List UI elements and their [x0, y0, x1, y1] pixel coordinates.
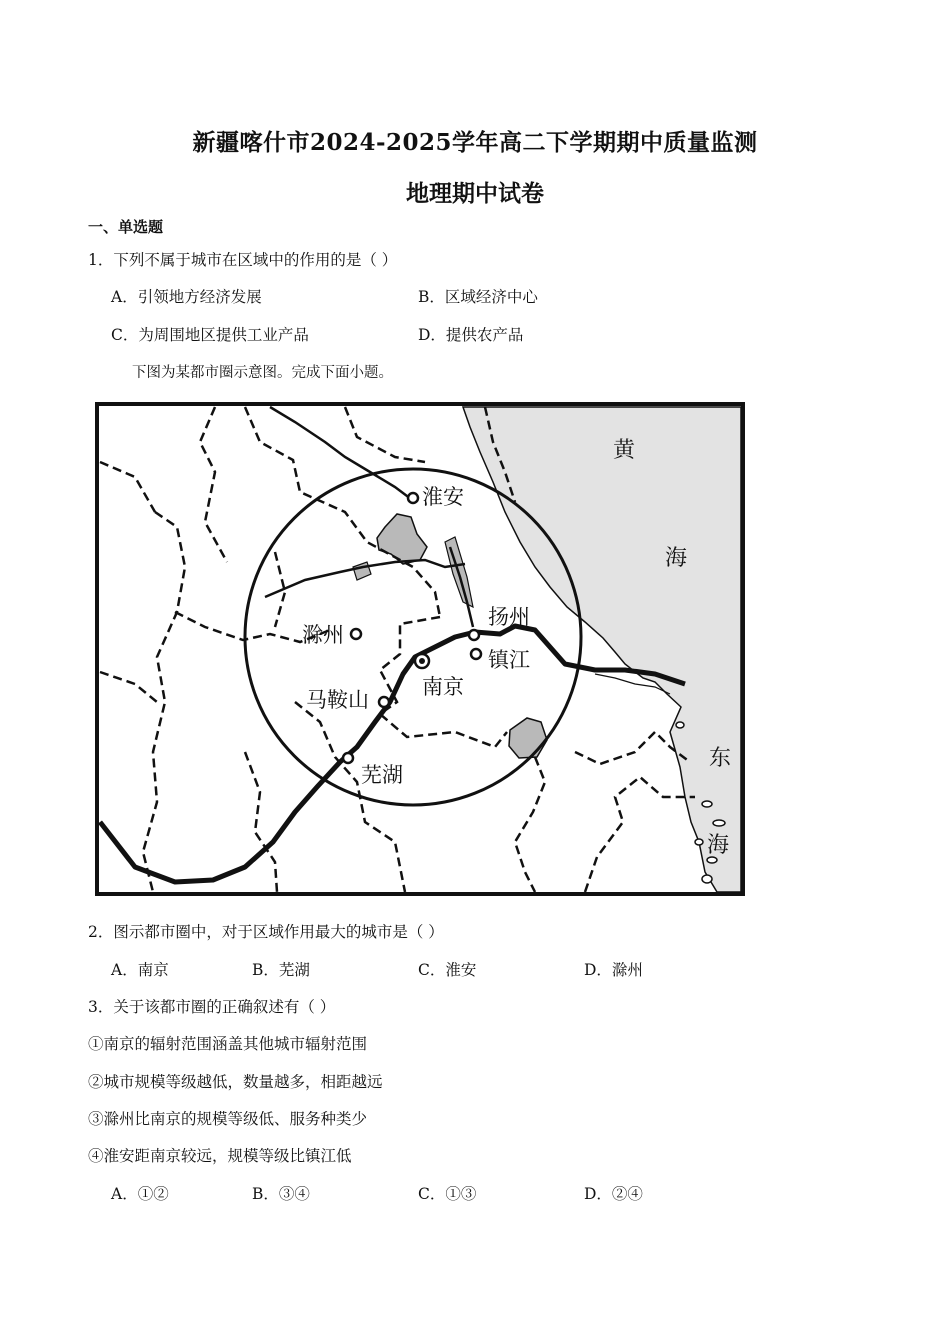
city-label-chuzhou: 滁州	[302, 623, 344, 647]
question-3-statement-2: ②城市规模等级越低，数量越多，相距越远	[88, 1073, 383, 1091]
question-2-option-c: C．淮安	[418, 961, 477, 979]
question-2-option-a: A．南京	[111, 961, 169, 979]
sea-label-huang: 黄	[613, 438, 636, 463]
city-label-huaian: 淮安	[422, 485, 464, 509]
question-1-stem: 1．下列不属于城市在区域中的作用的是（ ）	[88, 251, 398, 269]
city-label-nanjing: 南京	[422, 675, 464, 699]
city-label-maanshan: 马鞍山	[306, 688, 369, 712]
sea-label-hai-1: 海	[665, 546, 688, 571]
question-3-option-c: C．①③	[418, 1185, 477, 1203]
question-2-stem: 2．图示都市圈中，对于区域作用最大的城市是（ ）	[88, 923, 444, 941]
page-subtitle: 地理期中试卷	[406, 180, 544, 207]
question-2-option-d: D．滁州	[584, 961, 643, 979]
question-1-option-a: A．引领地方经济发展	[111, 288, 262, 306]
section-heading: 一、单选题	[88, 218, 164, 236]
sea-label-dong: 东	[709, 746, 732, 771]
question-1-option-c: C．为周围地区提供工业产品	[111, 326, 309, 344]
map-intro: 下图为某都市圈示意图。完成下面小题。	[132, 365, 393, 381]
page-title: 新疆喀什市2024-2025学年高二下学期期中质量监测	[192, 129, 758, 156]
question-3-option-a: A．①②	[111, 1185, 169, 1203]
question-3-option-b: B．③④	[252, 1185, 310, 1203]
question-3-statement-1: ①南京的辐射范围涵盖其他城市辐射范围	[88, 1035, 368, 1053]
city-label-yangzhou: 扬州	[488, 605, 530, 629]
metropolitan-map	[95, 402, 745, 898]
question-1-option-b: B．区域经济中心	[418, 288, 538, 306]
question-2-option-b: B．芜湖	[252, 961, 310, 979]
question-3-stem: 3．关于该都市圈的正确叙述有（ ）	[88, 998, 336, 1016]
question-3-option-d: D．②④	[584, 1185, 643, 1203]
sea-label-hai-2: 海	[707, 833, 730, 858]
question-3-statement-3: ③滁州比南京的规模等级低、服务种类少	[88, 1110, 368, 1128]
question-1-option-d: D．提供农产品	[418, 326, 524, 344]
question-3-statement-4: ④淮安距南京较远，规模等级比镇江低	[88, 1147, 352, 1165]
city-label-wuhu: 芜湖	[361, 763, 403, 787]
city-label-zhenjiang: 镇江	[488, 648, 530, 672]
